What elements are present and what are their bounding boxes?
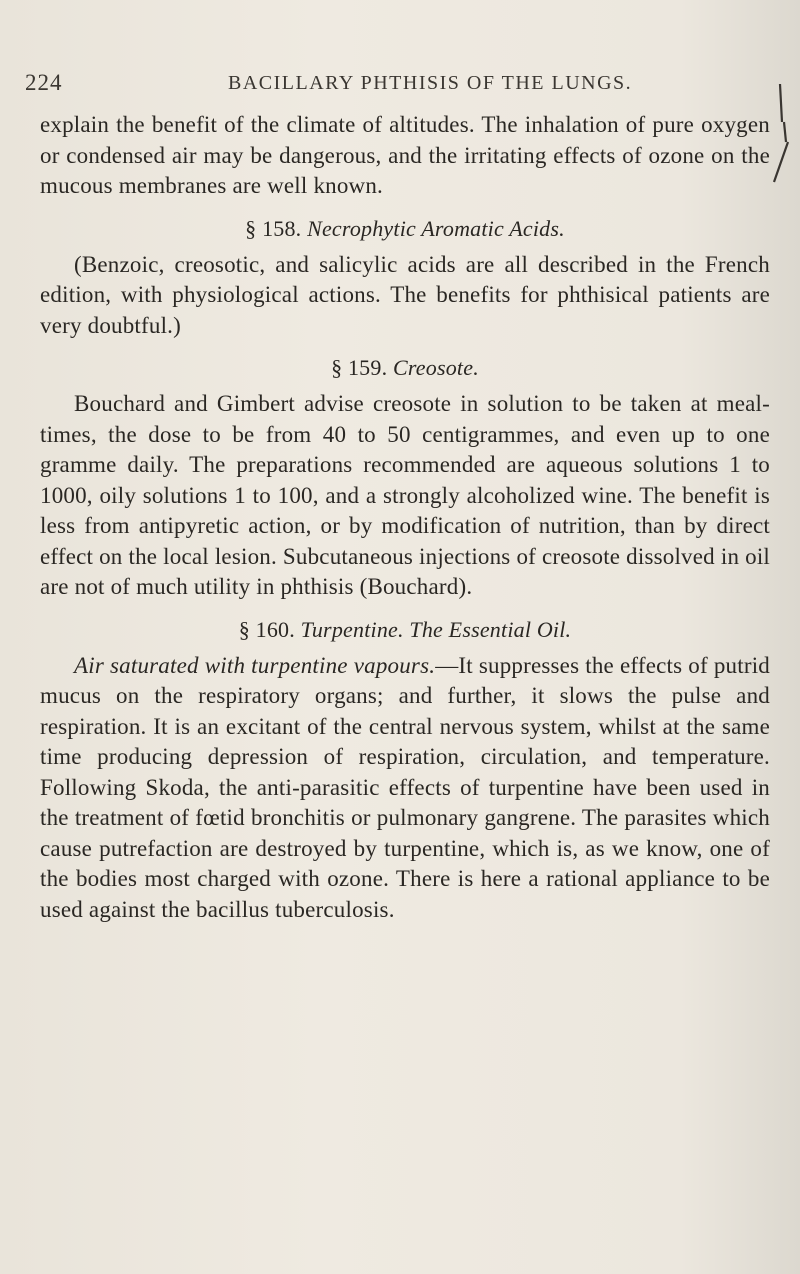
- section-159-body: Bouchard and Gimbert advise creosote in solution to be taken at meal-times, the dose to be from 40 to 50 centigrammes, and even up to one gramme daily. The preparations recommended are aqueous solutions 1 to 1000, oily solutions 1 to 100, and a strongly alcoholized wine. The benefit is less from antipyretic action, or by modification of nutrition, than by direct effect on the local lesion. Subcutaneous injections of creosote dissolved in oil are not of much utility in phthisis (Bouchard).: [40, 391, 770, 599]
- section-158-number: § 158.: [245, 215, 302, 241]
- body-text: [40, 110, 770, 925]
- section-158-heading: [40, 214, 770, 244]
- intro-paragraph: explain the benefit of the climate of altitudes. The inhalation of pure oxygen or condensed air may be dangerous, and the irritating effects of ozone on the mucous membranes are well known.: [40, 112, 770, 198]
- page-header: [0, 70, 800, 114]
- section-159-title: Creosote.: [392, 355, 479, 380]
- section-160-number: § 160.: [238, 616, 295, 642]
- section-160-lead: Air saturated with turpentine vapours.: [74, 652, 436, 678]
- section-160-body: [40, 651, 770, 926]
- section-160-title: Turpentine. The Essential Oil.: [300, 616, 572, 642]
- section-160-heading: [40, 615, 770, 645]
- section-159-heading: [40, 353, 770, 383]
- section-158-title: Necrophytic Aromatic Acids.: [307, 215, 565, 241]
- running-title: BACILLARY PHTHISIS OF THE LUNGS.: [228, 72, 633, 94]
- section-160-text: —It suppresses the effects of putrid mucus on the respiratory organs; and further, it slows the pulse and respiration. It is an excitant of the central nervous system, whilst at the same time producing depression of respiration, circulation, and temperature. Following Skoda, the anti-parasitic effects of turpentine have been used in the treatment of fœtid bronchitis or pulmonary gangrene. The parasites which cause putrefaction are destroyed by turpentine, which is, as we know, one of the bodies most charged with ozone. There is here a rational appliance to be used against the bacillus tuberculosis.: [40, 652, 770, 922]
- section-159-number: § 159.: [331, 355, 388, 380]
- section-158-body: (Benzoic, creosotic, and salicylic acids are all described in the French edition, with physiological actions. The benefits for phthisical patients are very doubtful.): [40, 251, 770, 338]
- page-number: 224: [25, 70, 63, 95]
